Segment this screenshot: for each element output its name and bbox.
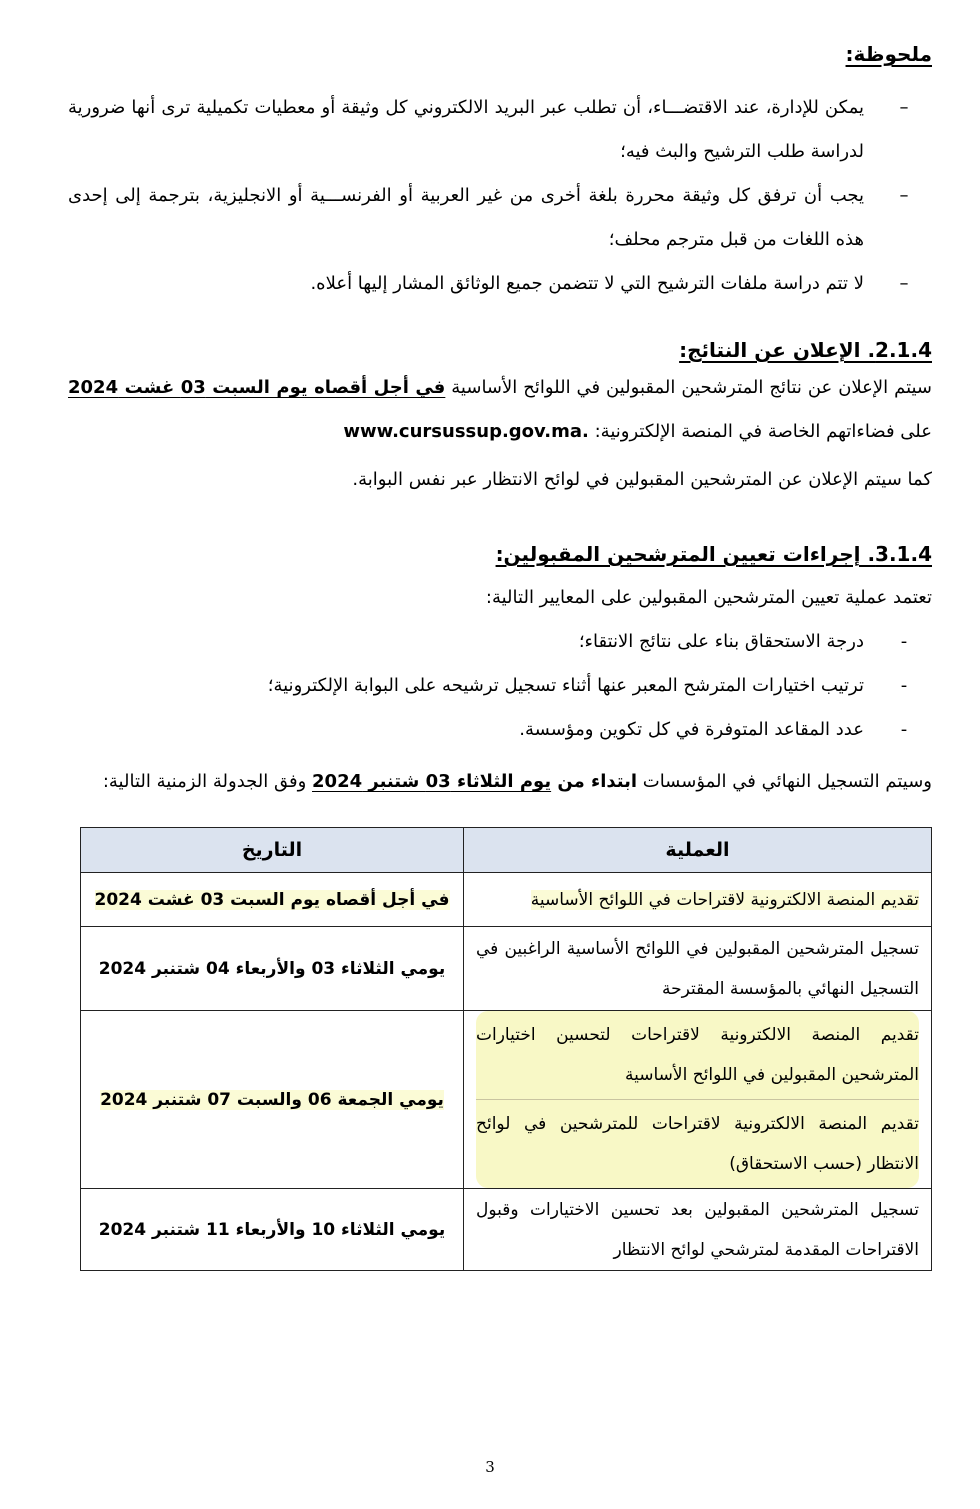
dash-bullet-icon: – <box>899 97 909 118</box>
dash-bullet-icon: - <box>900 719 908 740</box>
note-item: – لا تتم دراسة ملفات الترشيح التي لا تتضمن جميع الوثائق المشار إليها أعلاه. <box>68 262 932 306</box>
date-cell: يومي الثلاثاء 03 والأربعاء 04 شتنبر 2024 <box>81 927 464 1011</box>
note-item: – يمكن للإدارة، عند الاقتضـــاء، أن تطلب عبر البريد الالكتروني كل وثيقة أو معطيات تكميلية ترى أنها ضرورية لدراسة طلب الترشيح والبث فيه؛ <box>68 86 932 174</box>
schedule-table <box>80 827 932 1271</box>
waitlist-paragraph: كما سيتم الإعلان عن المترشحين المقبولين في لوائح الانتظار عبر نفس البوابة. <box>352 469 932 490</box>
results-title: 2.1.4. الإعلان عن النتائج: <box>679 338 932 362</box>
header-date: التاريخ <box>81 828 464 873</box>
table-row <box>81 873 932 927</box>
table-header-row <box>81 828 932 873</box>
dash-bullet-icon: - <box>900 631 908 652</box>
note-title: ملحوظة: <box>845 42 932 66</box>
note-list-container <box>68 86 932 306</box>
dash-bullet-icon: – <box>899 273 909 294</box>
operation-subcell: تقديم المنصة الالكترونية لاقتراحات للمترشحين في لوائح الانتظار (حسب الاستحقاق) <box>476 1099 919 1188</box>
highlight-box <box>476 1011 919 1188</box>
note-list <box>68 86 932 306</box>
assignment-title: 3.1.4. إجراءات تعيين المترشحين المقبولين: <box>495 542 932 566</box>
operation-cell <box>464 1011 932 1189</box>
criteria-list <box>68 620 932 752</box>
final-registration-paragraph: وسيتم التسجيل النهائي في المؤسسات ابتداء من يوم الثلاثاء 03 شتنبر 2024 وفق الجدولة الزمنية التالية: <box>102 771 932 792</box>
date-cell: في أجل أقصاه يوم السبت 03 غشت 2024 <box>81 873 464 927</box>
operation-cell: تسجيل المترشحين المقبولين في اللوائح الأساسية الراغبين في التسجيل النهائي بالمؤسسة المقترحة <box>464 927 932 1011</box>
date-cell: يومي الجمعة 06 والسبت 07 شتنبر 2024 <box>81 1011 464 1189</box>
table-row <box>81 927 932 1011</box>
results-paragraph: سيتم الإعلان عن نتائج المترشحين المقبولين في اللوائح الأساسية في أجل أقصاه يوم السبت 03 غشت 2024 على فضاءاتهم الخاصة في المنصة الإلكترونية: www.cursussup.gov.ma. <box>68 377 933 442</box>
operation-cell: تسجيل المترشحين المقبولين بعد تحسين الاختيارات وقبول الاقتراحات المقدمة لمترشحي لوائح الانتظار <box>464 1189 932 1271</box>
criteria-item: - ترتيب اختيارات المترشح المعبر عنها أثناء تسجيل ترشيحه على البوابة الإلكترونية؛ <box>68 664 932 708</box>
table-row <box>81 1189 932 1271</box>
assignment-section <box>68 542 932 804</box>
results-deadline: في أجل أقصاه يوم السبت 03 غشت 2024 <box>68 377 446 398</box>
header-operation: العملية <box>464 828 932 873</box>
date-cell: يومي الثلاثاء 10 والأربعاء 11 شتنبر 2024 <box>81 1189 464 1271</box>
table-row <box>81 1011 932 1189</box>
dash-bullet-icon: – <box>899 185 909 206</box>
assignment-intro: تعتمد عملية تعيين المترشحين المقبولين على المعايير التالية: <box>485 587 932 608</box>
final-registration-date: يوم الثلاثاء 03 شتنبر 2024 <box>312 771 552 792</box>
results-section <box>68 338 932 502</box>
operation-subcell: تقديم المنصة الالكترونية لاقتراحات لتحسين اختيارات المترشحين المقبولين في اللوائح الأساسية <box>476 1025 919 1085</box>
operation-cell: تقديم المنصة الالكترونية لاقتراحات في اللوائح الأساسية <box>464 873 932 927</box>
note-item: – يجب أن ترفق كل وثيقة محررة بلغة أخرى من غير العربية أو الفرنســـية أو الانجليزية، بترجمة إلى إحدى هذه اللغات من قبل مترجم محلف؛ <box>68 174 932 262</box>
note-section <box>68 42 932 66</box>
dash-bullet-icon: - <box>900 675 908 696</box>
page-number: 3 <box>485 1458 495 1476</box>
criteria-item: - عدد المقاعد المتوفرة في كل تكوين ومؤسسة. <box>68 708 932 752</box>
criteria-item: - درجة الاستحقاق بناء على نتائج الانتقاء؛ <box>68 620 932 664</box>
platform-url[interactable]: www.cursussup.gov.ma. <box>343 421 589 442</box>
